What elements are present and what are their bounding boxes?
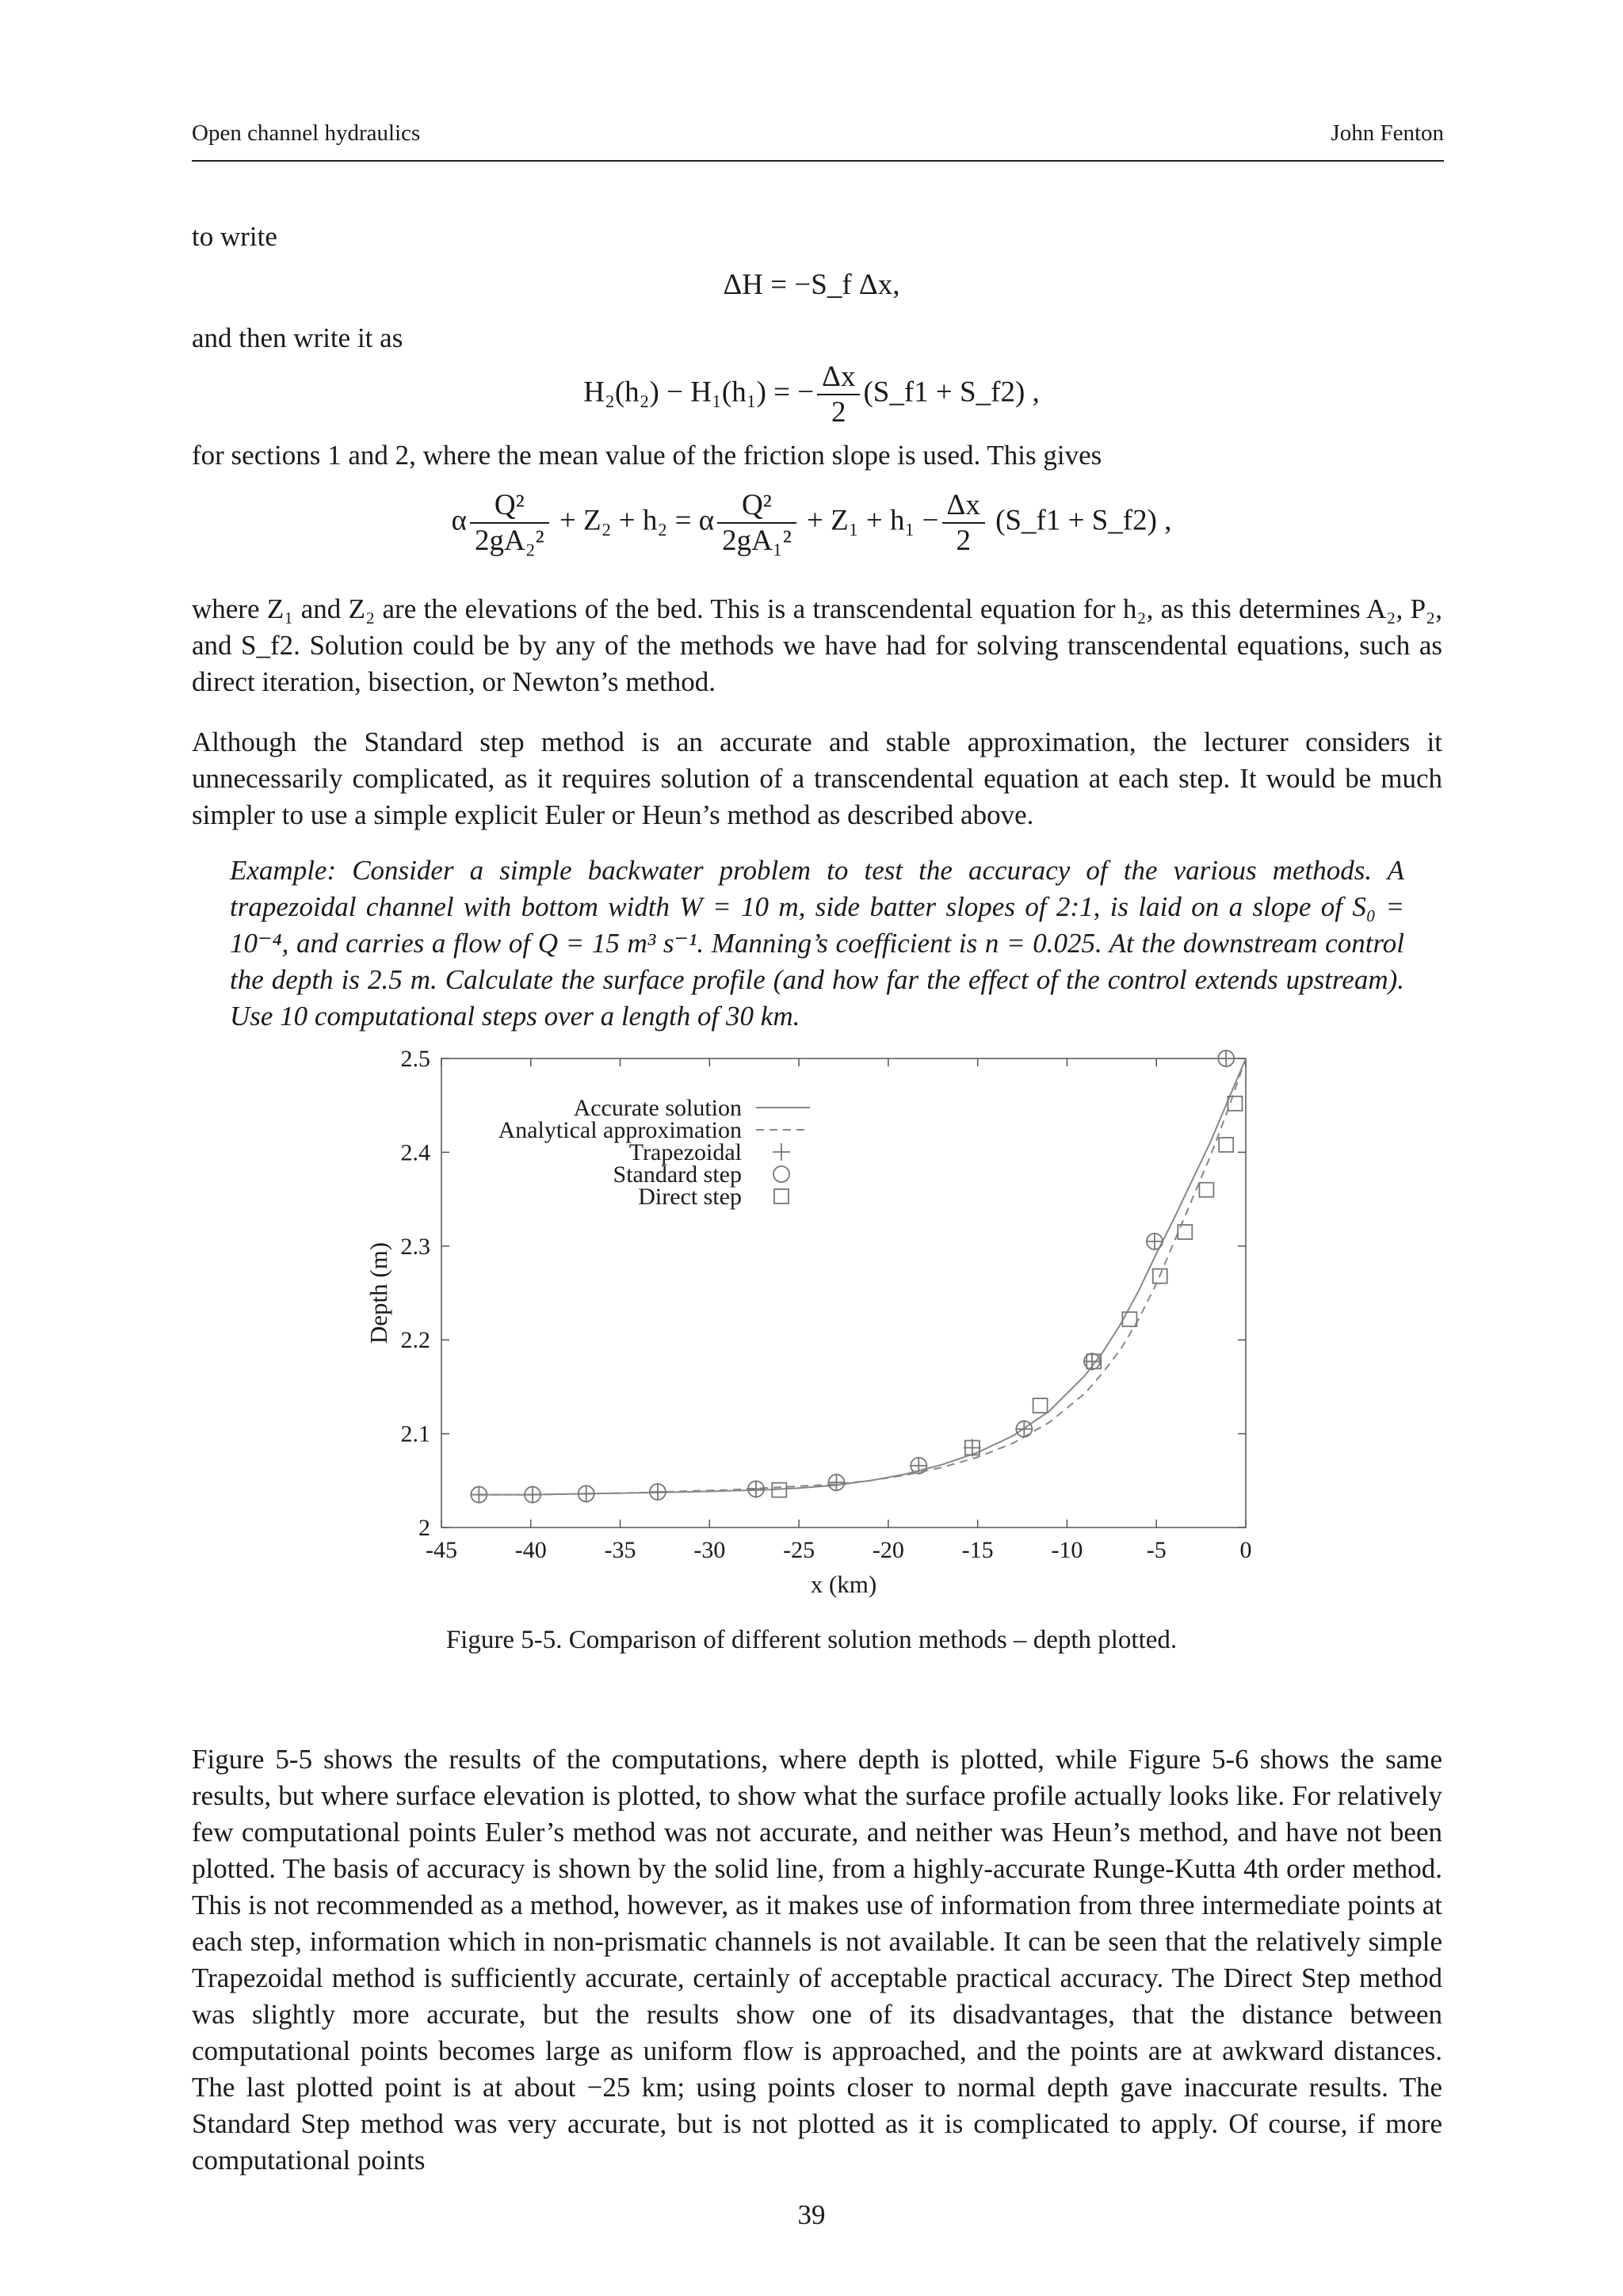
equation-3-den-1: 2gA₁² (722, 524, 792, 557)
text-figure-discussion: Figure 5-5 shows the results of the computations, where depth is plotted, while Figure 5-6 shows the same results, but where surface elevation is plotted, to show what the surface profile actually looks like. For relatively few computational points Euler’s method was not accurate, and neither was Heun’s method, and have not been plotted. The basis of accuracy is shown by the solid line, from a highly-accurate Runge-Kutta 4th order method. This is not recommended as a method, however, as it makes use of information from three intermediate points at each step, information which in non-prismatic channels is not available. It can be seen that the relatively simple Trapezoidal method is sufficiently accurate, certainly of acceptable practical accuracy. The Direct Step method was slightly more accurate, but the results show one of its disadvantages, that the distance between computational points becomes large as uniform flow is approached, and the points are at awkward distances. The last plotted point is at about −25 km; using points closer to normal depth gave inaccurate results. The Standard Step method was very accurate, but is not plotted as it is complicated to apply. Of course, if more computational points (192, 1744, 1442, 2176)
x-axis-label: x (km) (810, 1570, 877, 1598)
x-tick-label: -25 (783, 1537, 815, 1563)
x-tick-label: -30 (693, 1537, 726, 1563)
equation-3-fraction-1 (717, 488, 796, 558)
legend-circle-marker (773, 1166, 789, 1182)
y-tick-label: 2.5 (400, 1046, 430, 1072)
equation-3-fraction-2 (470, 488, 549, 558)
x-tick-label: -45 (426, 1537, 457, 1563)
equation-3-two: 2 (956, 524, 971, 557)
legend-label: Direct step (638, 1184, 742, 1210)
depth-chart (0, 1043, 1623, 1613)
equation-2-rhs: (S_f1 + S_f2) , (863, 376, 1040, 409)
equation-3-mid: + Z₂ + h₂ = α (559, 504, 715, 537)
x-tick-label: -5 (1146, 1537, 1167, 1563)
equation-3-den-2: 2gA₂² (474, 524, 544, 557)
direct-step-point (1033, 1398, 1048, 1413)
equation-2-numerator: Δx (817, 360, 860, 395)
equation-3-q2-a: Q² (470, 488, 549, 524)
y-tick-label: 2.4 (400, 1139, 430, 1166)
equation-energy-difference (0, 268, 1623, 302)
equation-2-fraction (817, 360, 860, 429)
running-header-author: John Fenton (1331, 120, 1444, 146)
equation-head-loss (0, 360, 1623, 429)
x-tick-label: 0 (1239, 1537, 1252, 1563)
equation-3-fraction-dx (942, 488, 985, 558)
running-header-title: Open channel hydraulics (192, 120, 421, 146)
text-and-then: and then write it as (192, 322, 403, 353)
y-tick-label: 2 (418, 1515, 430, 1541)
y-tick-label: 2.2 (400, 1327, 430, 1354)
header-rule (192, 160, 1444, 162)
y-tick-label: 2.1 (400, 1421, 430, 1447)
equation-2-lhs: H₂(h₂) − H₁(h₁) = − (583, 376, 815, 409)
equation-2-denominator: 2 (831, 396, 846, 429)
direct-step-point (1199, 1183, 1213, 1197)
equation-standard-step (0, 488, 1623, 558)
equation-3-q2-b: Q² (717, 488, 796, 524)
equation-3-after: + Z₁ + h₁ − (807, 504, 939, 537)
y-tick-label: 2.3 (400, 1233, 430, 1260)
text-for-sections: for sections 1 and 2, where the mean value of the friction slope is used. This gives (192, 440, 1102, 471)
x-tick-label: -15 (961, 1537, 994, 1563)
legend-label: Standard step (613, 1161, 742, 1188)
legend-square-marker (774, 1189, 789, 1203)
trapezoidal-point (964, 1439, 981, 1456)
example-block: Example: Consider a simple backwater problem to test the accuracy of the various methods. A trapezoidal channel with bottom width W = 10 m, side batter slopes of 2:1, is laid on a slope of S₀ = 10⁻⁴, and carries a flow of Q = 15 m³ s⁻¹. Manning’s coefficient is n = 0.025. At the downstream control the depth is 2.5 m. Calculate the surface profile (and how far the effect of the control extends upstream). Use 10 computational steps over a length of 30 km. (230, 855, 1404, 1032)
y-axis-label: Depth (m) (365, 1241, 392, 1344)
text-although: Although the Standard step method is an accurate and stable approximation, the lecturer considers it unnecessarily complicated, as it requires solution of a transcendental equation at each step. It would be much simpler to use a simple explicit Euler or Heun’s method as described above. (192, 727, 1442, 830)
legend-label: Analytical approximation (498, 1117, 742, 1143)
direct-step-point (1219, 1138, 1233, 1152)
text-to-write: to write (192, 221, 277, 252)
direct-step-point (1122, 1312, 1136, 1326)
page-number: 39 (797, 2199, 826, 2230)
x-tick-label: -40 (514, 1537, 547, 1563)
x-tick-label: -35 (604, 1537, 636, 1563)
x-tick-label: -20 (872, 1537, 904, 1563)
legend-label: Trapezoidal (628, 1139, 742, 1165)
legend-plus-marker (773, 1143, 790, 1161)
equation-1: ΔH = −S_f Δx, (723, 269, 900, 301)
x-tick-label: -10 (1051, 1537, 1083, 1563)
equation-3-alpha: α (451, 504, 467, 537)
equation-3-dx: Δx (942, 488, 985, 524)
legend-label: Accurate solution (573, 1095, 742, 1121)
direct-step-point (1228, 1097, 1242, 1111)
text-where-z: where Z₁ and Z₂ are the elevations of the bed. This is a transcendental equation for h₂, as this determines A₂, P₂, and S_f2. Solution could be by any of the methods we have had for solving transcendental equations, such as direct iteration, bisection, or Newton’s method. (192, 593, 1442, 697)
figure-caption: Figure 5-5. Comparison of different solution methods – depth plotted. (445, 1626, 1178, 1654)
equation-3-tail: (S_f1 + S_f2) , (995, 504, 1172, 537)
